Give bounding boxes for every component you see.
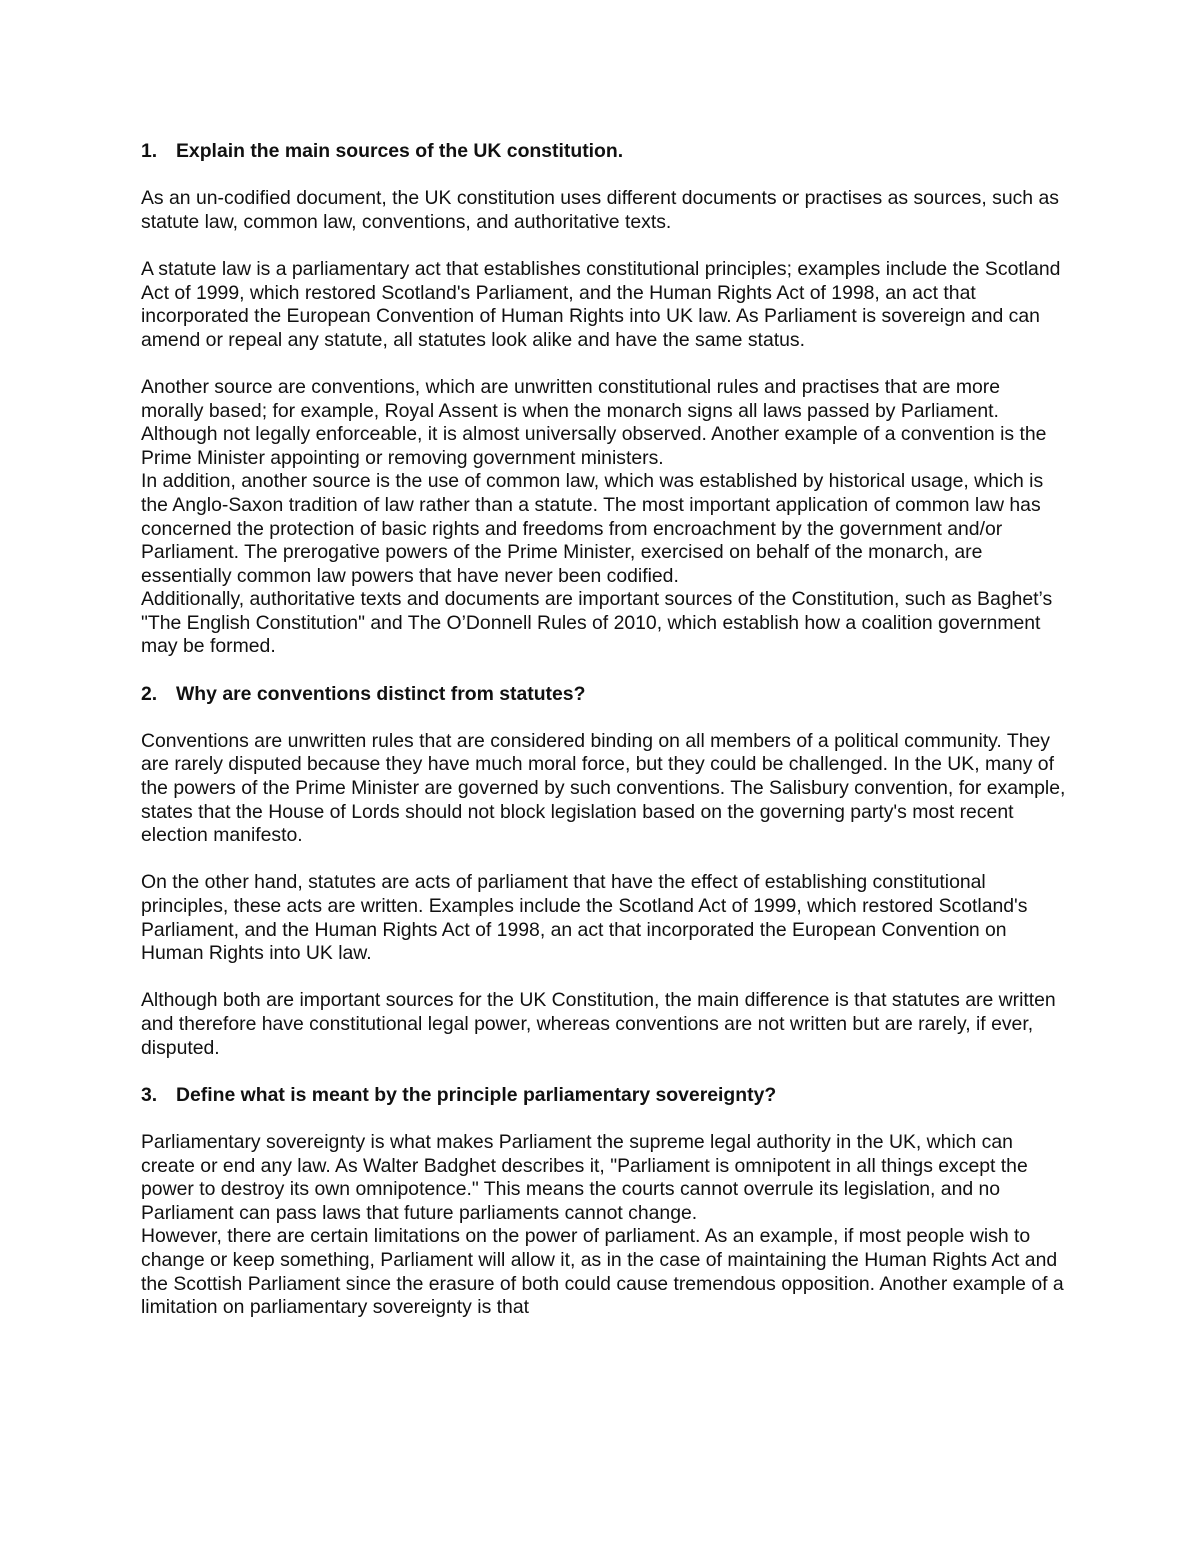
paragraph: In addition, another source is the use of common law, which was established by historical usage, which is the Anglo-Saxon tradition of law rather than a statute. The most important application of common law has concerned the protection of basic rights and freedoms from encroachment by the government and/or Parliament. The prerogative powers of the Prime Minister, exercised on behalf of the monarch, are essentially common law powers that have never been codified. — [141, 470, 1044, 587]
section-number: 3. — [141, 1083, 158, 1106]
document-page — [141, 140, 1066, 1320]
paragraph: However, there are certain limitations on the power of parliament. As an example, if most people wish to change or keep something, Parliament will allow it, as in the case of maintaining the Human Rights Act and the Scottish Parliament since the erasure of both could cause tremendous opposition. Another example of a limitation on parliamentary sovereignty is that — [141, 1225, 1064, 1319]
paragraph: Another source are conventions, which are unwritten constitutional rules and practises that are more morally based; for example, Royal Assent is when the monarch signs all laws passed by Parliament. Although not legally enforceable, it is almost universally observed. Another example of a convention is the Prime Minister appointing or removing government ministers. — [141, 375, 1047, 469]
paragraph: Parliamentary sovereignty is what makes Parliament the supreme legal authority in the UK, which can create or end any law. As Walter Badghet describes it, "Parliament is omnipotent in all things except the power to destroy its own omnipotence." This means the courts cannot overrule its legislation, and no Parliament can pass laws that future parliaments cannot change. — [141, 1130, 1028, 1224]
section-heading — [141, 1084, 1066, 1108]
section-heading — [141, 140, 1066, 164]
section-title: Explain the main sources of the UK constitution. — [176, 140, 624, 162]
section-title: Why are conventions distinct from statutes? — [176, 682, 586, 705]
paragraph: Additionally, authoritative texts and documents are important sources of the Constitution, such as Baghet’s "The English Constitution" and The O’Donnell Rules of 2010, which establish how a coalition government may be formed. — [141, 588, 1053, 658]
paragraph: A statute law is a parliamentary act that establishes constitutional principles; examples include the Scotland Act of 1999, which restored Scotland's Parliament, and the Human Rights Act of 1998, an act that incorporated the European Convention of Human Rights into UK law. As Parliament is sovereign and can amend or repeal any statute, all statutes look alike and have the same status. — [141, 257, 1061, 351]
section-number: 2. — [141, 682, 158, 705]
paragraph: Conventions are unwritten rules that are considered binding on all members of a political community. They are rarely disputed because they have much moral force, but they could be challenged. In the UK, many of the powers of the Prime Minister are governed by such conventions. The Salisbury convention, for example, states that the House of Lords should not block legislation based on the governing party's most recent election manifesto. — [141, 729, 1066, 847]
paragraph: Although both are important sources for the UK Constitution, the main difference is that statutes are written and therefore have constitutional legal power, whereas conventions are not written but are rarely, if ever, disputed. — [141, 989, 1056, 1059]
paragraph: As an un-codified document, the UK constitution uses different documents or practises as sources, such as statute law, common law, conventions, and authoritative texts. — [141, 187, 1059, 233]
section-1 — [141, 140, 1066, 659]
section-title: Define what is meant by the principle parliamentary sovereignty? — [176, 1083, 777, 1106]
section-number: 1. — [141, 140, 158, 162]
paragraph: On the other hand, statutes are acts of parliament that have the effect of establishing constitutional principles, these acts are written. Examples include the Scotland Act of 1999, which restored Scotland's Parliament, and the Human Rights Act of 1998, an act that incorporated the European Convention on Human Rights into UK law. — [141, 871, 1028, 965]
section-2 — [141, 683, 1066, 1061]
section-3 — [141, 1084, 1066, 1320]
section-heading — [141, 683, 1066, 707]
